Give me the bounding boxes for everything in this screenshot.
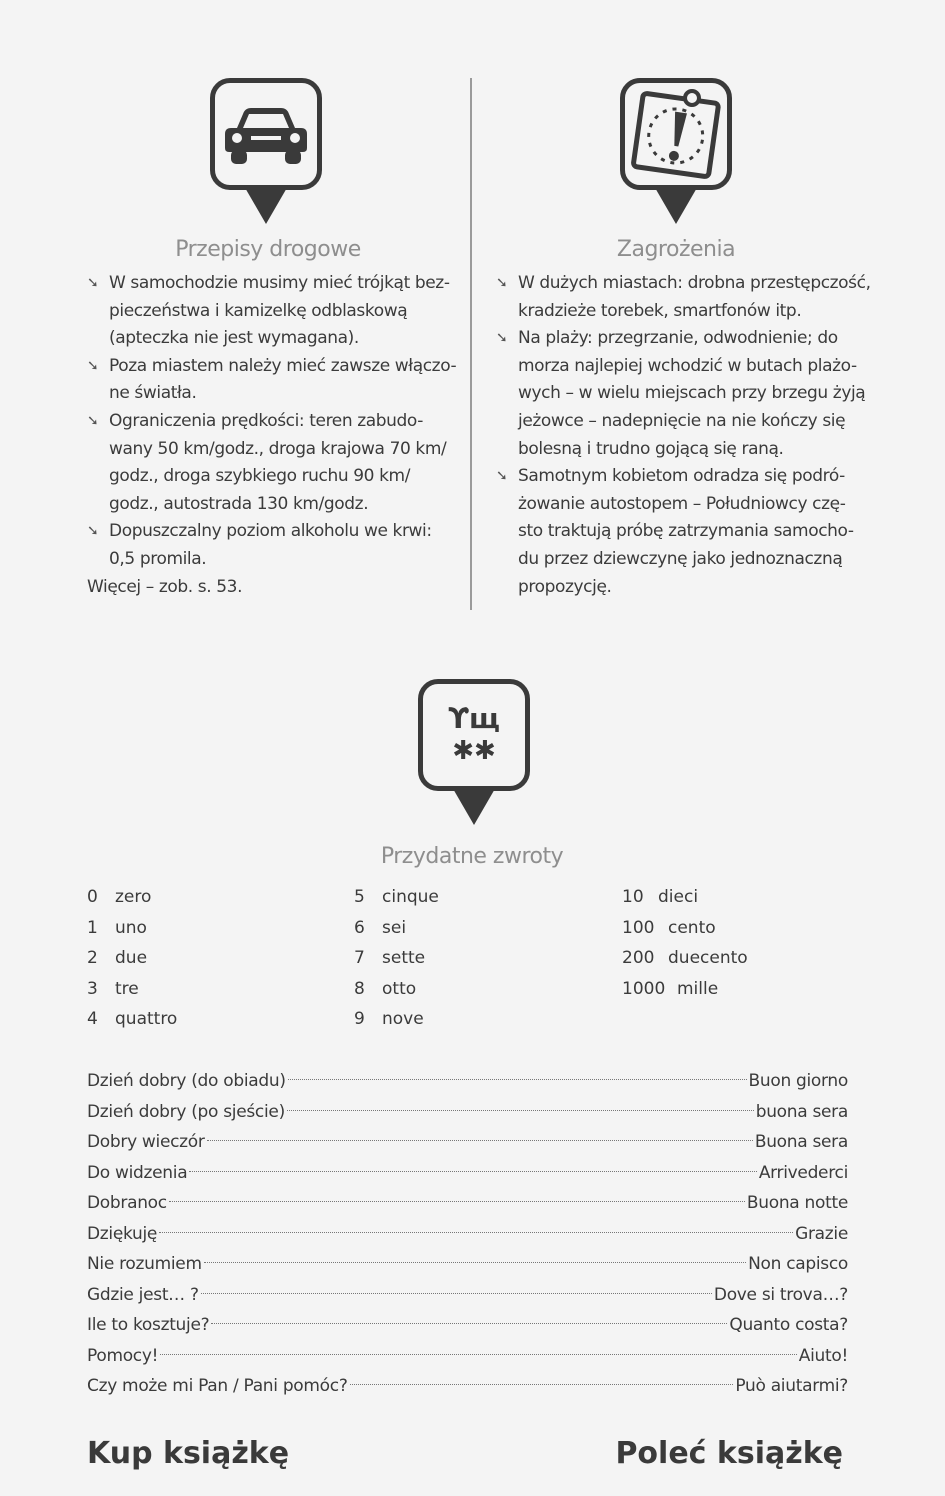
buy-book-link[interactable]: Kup książkę (87, 1436, 290, 1471)
phrase-row (87, 1219, 848, 1250)
number-word: otto (382, 978, 417, 999)
list-item-line: pieczeństwa i kamizelkę odblaskową (109, 300, 408, 321)
number-row (354, 913, 439, 944)
phrase-row (87, 1097, 848, 1128)
phrase-row (87, 1310, 848, 1341)
phrase-row (87, 1127, 848, 1158)
phrase-row (87, 1341, 848, 1372)
arrow-bullet-icon: ➘ (496, 275, 508, 291)
phrase-polish: Dzień dobry (do obiadu) (87, 1071, 286, 1091)
number-row (622, 943, 748, 974)
list-item-line: sto traktują próbę zatrzymania samocho- (518, 521, 854, 542)
list-item-line: Poza miastem należy mieć zawsze włączo- (109, 355, 457, 376)
arrow-bullet-icon: ➘ (87, 412, 99, 429)
list-item (496, 325, 876, 463)
number-row (354, 882, 439, 913)
arrow-bullet-icon: ➘ (496, 468, 508, 485)
phrase-polish: Pomocy! (87, 1345, 159, 1366)
pin-tail (654, 186, 698, 224)
number-word: cento (668, 917, 716, 938)
see-more-text: Więcej – zob. s. 53. (87, 576, 243, 597)
number-row (87, 913, 177, 944)
dangers-text (496, 270, 876, 601)
phrase-polish: Dobry wieczór (87, 1132, 205, 1152)
phrase-italian: Buon giorno (748, 1071, 848, 1091)
dangers-list (496, 270, 876, 601)
list-item-line: Ograniczenia prędkości: teren zabudo- (109, 410, 423, 431)
list-item-line: propozycję. (518, 576, 612, 597)
number-digit: 3 (87, 978, 98, 999)
warning-note-icon (628, 86, 724, 182)
section-title-phrases: Przydatne zwroty (380, 844, 564, 869)
phrase-row (87, 1158, 848, 1189)
car-icon (221, 102, 311, 166)
number-word: quattro (115, 1009, 178, 1029)
phrase-row (87, 1280, 848, 1311)
dot-leader (189, 1171, 757, 1172)
car-icon-box (210, 78, 322, 190)
number-word: zero (115, 887, 152, 907)
list-item-line: żowanie autostopem – Południowcy czę- (518, 493, 846, 514)
dot-leader (169, 1201, 745, 1202)
list-item-line: W dużych miastach: drobna przestępczość, (518, 273, 871, 293)
list-item-line: godz., droga szybkiego ruchu 90 km/ (109, 466, 411, 487)
phrase-italian: Buona sera (754, 1132, 848, 1152)
list-item (496, 463, 876, 601)
dot-leader (207, 1140, 753, 1141)
number-row (354, 974, 439, 1005)
warning-icon-box (620, 78, 732, 190)
number-digit: 9 (354, 1009, 365, 1029)
list-item-line: 0,5 promila. (109, 548, 207, 569)
phrase-row (87, 1188, 848, 1219)
phrase-row (87, 1066, 848, 1097)
warning-pin (620, 78, 732, 228)
list-item-line: kradzieże torebek, smartfonów itp. (518, 300, 802, 321)
dot-leader (287, 1110, 754, 1111)
number-digit: 5 (354, 887, 365, 907)
number-row (622, 882, 748, 913)
number-row (87, 1004, 177, 1035)
dot-leader (204, 1262, 746, 1263)
phrase-list (87, 1066, 848, 1402)
arrow-bullet-icon: ➘ (87, 275, 99, 291)
phrase-italian: Dove si trova…? (713, 1284, 848, 1305)
number-row (87, 882, 177, 913)
number-digit: 100 (622, 917, 655, 938)
phrase-italian: Quanto costa? (729, 1315, 848, 1335)
arrow-bullet-icon: ➘ (496, 330, 508, 347)
number-digit: 0 (87, 887, 98, 907)
phrase-italian: Grazie (795, 1223, 848, 1244)
symbols-row-top: ϒщ (448, 702, 500, 735)
list-item-line: godz., autostrada 130 km/godz. (109, 493, 369, 514)
list-item-line: bolesną i trudno gojącą się raną. (518, 438, 784, 459)
car-pin (210, 78, 322, 228)
list-item (87, 270, 457, 353)
dot-leader (211, 1323, 727, 1324)
number-word: due (115, 948, 148, 968)
phrase-polish: Gdzie jest… ? (87, 1284, 199, 1305)
number-row (622, 974, 748, 1005)
road-rules-list (87, 270, 457, 574)
list-item-line: wych – w wielu miejscach przy brzegu żyją (518, 383, 866, 404)
number-row (87, 974, 177, 1005)
numbers-column-1 (87, 882, 177, 1035)
list-item-line: Dopuszczalny poziom alkoholu we krwi: (109, 521, 432, 542)
phrase-polish: Czy może mi Pan / Pani pomóc? (87, 1376, 348, 1396)
dot-leader (160, 1354, 797, 1355)
phrase-polish: Dobranoc (87, 1193, 167, 1213)
number-word: dieci (658, 887, 699, 907)
number-word: nove (382, 1009, 424, 1029)
arrow-bullet-icon: ➘ (87, 523, 99, 540)
number-digit: 10 (622, 887, 644, 907)
phrase-polish: Nie rozumiem (87, 1254, 202, 1274)
phrase-polish: Dziękuję (87, 1223, 158, 1244)
dot-leader (350, 1384, 734, 1385)
pin-tail (452, 787, 496, 825)
number-digit: 8 (354, 978, 365, 999)
list-item (87, 408, 457, 518)
road-rules-text (87, 270, 457, 601)
phrase-row (87, 1249, 848, 1280)
number-digit: 6 (354, 917, 365, 938)
number-row (87, 943, 177, 974)
number-digit: 7 (354, 948, 365, 968)
column-divider (470, 78, 472, 610)
number-digit: 200 (622, 948, 655, 968)
language-icon-box (418, 679, 530, 791)
number-word: mille (677, 978, 719, 999)
number-word: duecento (668, 948, 748, 968)
number-word: tre (115, 978, 139, 999)
pin-tail (244, 186, 288, 224)
number-digit: 1000 (622, 978, 666, 999)
dot-leader (288, 1079, 747, 1080)
list-item-line: wany 50 km/godz., droga krajowa 70 km/ (109, 438, 447, 459)
list-item (87, 353, 457, 408)
phrase-italian: Può aiutarmi? (735, 1376, 848, 1396)
numbers-column-2 (354, 882, 439, 1035)
list-item-line: (apteczka nie jest wymagana). (109, 328, 359, 349)
phrase-italian: Buona notte (746, 1193, 848, 1213)
language-symbols-icon (448, 703, 500, 767)
dot-leader (201, 1293, 712, 1294)
dot-leader (159, 1232, 793, 1233)
phrase-italian: buona sera (755, 1101, 848, 1122)
phrase-polish: Ile to kosztuje? (87, 1315, 210, 1335)
number-word: sette (382, 948, 426, 968)
section-title-dangers: Zagrożenia (616, 237, 736, 262)
language-pin (418, 679, 530, 829)
section-title-road-rules: Przepisy drogowe (175, 237, 361, 262)
list-item-line: Na plaży: przegrzanie, odwodnienie; do (518, 328, 838, 349)
number-digit: 2 (87, 948, 98, 968)
list-item-line: ne światła. (109, 383, 197, 404)
number-digit: 1 (87, 917, 98, 938)
list-item-line: jeżowce – nadepnięcie na nie kończy się (518, 410, 846, 431)
number-word: cinque (382, 887, 439, 907)
symbols-row-bottom: ✱✱ (452, 736, 496, 766)
number-digit: 4 (87, 1009, 98, 1029)
number-row (622, 913, 748, 944)
phrase-italian: Aiuto! (798, 1345, 848, 1366)
phrase-row (87, 1371, 848, 1402)
list-item (496, 270, 876, 325)
phrase-italian: Arrivederci (758, 1162, 848, 1183)
list-item-line: Samotnym kobietom odradza się podró- (518, 466, 845, 487)
number-row (354, 1004, 439, 1035)
number-row (354, 943, 439, 974)
recommend-book-link[interactable]: Poleć książkę (615, 1436, 843, 1471)
numbers-column-3 (622, 882, 748, 1004)
list-item (87, 518, 457, 573)
number-word: uno (115, 917, 147, 938)
phrase-italian: Non capisco (748, 1254, 848, 1274)
arrow-bullet-icon: ➘ (87, 357, 99, 374)
number-word: sei (382, 917, 407, 938)
list-item-line: W samochodzie musimy mieć trójkąt bez- (109, 273, 450, 293)
phrase-polish: Dzień dobry (po sjeście) (87, 1101, 285, 1122)
list-item-line: du przez dziewczynę jako jednoznaczną (518, 548, 843, 569)
list-item-line: morza najlepiej wchodzić w butach plażo- (518, 355, 857, 376)
phrase-polish: Do widzenia (87, 1162, 188, 1183)
